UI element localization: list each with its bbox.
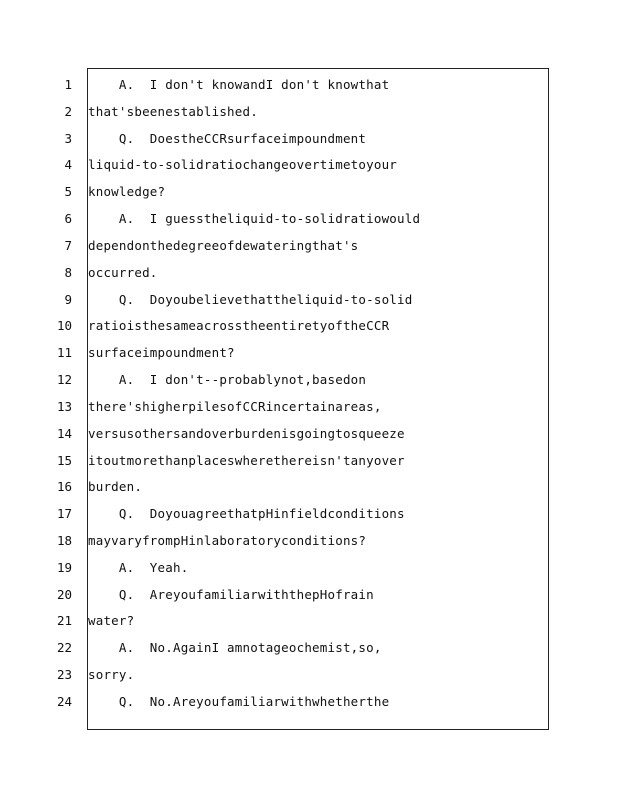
line-text: Q. No.Areyoufamiliarwithwhetherthe: [88, 694, 390, 709]
transcript-line: [0, 638, 618, 658]
line-number: 10: [56, 318, 72, 333]
line-text: A. I don't--probablynot,basedon: [88, 372, 367, 387]
transcript-line: [0, 665, 618, 685]
line-text: water?: [88, 613, 135, 628]
transcript-line: [0, 692, 618, 712]
line-number: 13: [56, 399, 72, 414]
transcript-line: [0, 611, 618, 631]
line-text: A. No.AgainI amnotageochemist,so,: [88, 640, 382, 655]
line-text: Q. AreyoufamiliarwiththepHofrain: [88, 587, 374, 602]
line-number: 17: [56, 506, 72, 521]
line-number: 5: [64, 184, 72, 199]
line-text: versusothersandoverburdenisgoingtosqueeze: [88, 426, 405, 441]
line-number: 16: [56, 479, 72, 494]
transcript-line: [0, 397, 618, 417]
line-text: itoutmorethanplaceswherethereisn'tanyover: [88, 453, 405, 468]
transcript-line: [0, 451, 618, 471]
transcript-line: [0, 424, 618, 444]
transcript-line: [0, 263, 618, 283]
line-text: burden.: [88, 479, 143, 494]
transcript-line: [0, 370, 618, 390]
transcript-line: [0, 155, 618, 175]
line-number: 9: [64, 292, 72, 307]
line-text: occurred.: [88, 265, 158, 280]
line-number: 12: [56, 372, 72, 387]
line-text: surfaceimpoundment?: [88, 345, 235, 360]
line-text: dependonthedegreeofdewateringthat's: [88, 238, 359, 253]
line-number: 6: [64, 211, 72, 226]
transcript-line: [0, 290, 618, 310]
transcript-line: [0, 102, 618, 122]
line-number: 18: [56, 533, 72, 548]
line-number: 4: [64, 157, 72, 172]
line-text: sorry.: [88, 667, 135, 682]
transcript-line: [0, 129, 618, 149]
line-number: 8: [64, 265, 72, 280]
transcript-line: [0, 477, 618, 497]
line-number: 22: [56, 640, 72, 655]
line-text: A. I guesstheliquid-to-solidratiowould: [88, 211, 421, 226]
transcript-line: [0, 585, 618, 605]
transcript-line: [0, 75, 618, 95]
line-text: Q. DoestheCCRsurfaceimpoundment: [88, 131, 367, 146]
transcript-line: [0, 316, 618, 336]
line-text: there'shigherpilesofCCRincertainareas,: [88, 399, 382, 414]
transcript-line: [0, 504, 618, 524]
transcript-line: [0, 343, 618, 363]
line-text: A. I don't knowandI don't knowthat: [88, 77, 390, 92]
line-number: 14: [56, 426, 72, 441]
line-number: 24: [56, 694, 72, 709]
line-number: 20: [56, 587, 72, 602]
line-number: 1: [64, 77, 72, 92]
transcript-line: [0, 236, 618, 256]
line-number: 19: [56, 560, 72, 575]
transcript-line: [0, 531, 618, 551]
line-text: liquid-to-solidratiochangeovertimetoyour: [88, 157, 398, 172]
line-text: A. Yeah.: [88, 560, 189, 575]
transcript-line: [0, 182, 618, 202]
line-text: that'sbeenestablished.: [88, 104, 258, 119]
line-text: Q. DoyouagreethatpHinfieldconditions: [88, 506, 405, 521]
line-number: 21: [56, 613, 72, 628]
line-number: 15: [56, 453, 72, 468]
line-text: ratioisthesameacrosstheentiretyoftheCCR: [88, 318, 390, 333]
line-number: 2: [64, 104, 72, 119]
line-number: 23: [56, 667, 72, 682]
line-number: 7: [64, 238, 72, 253]
line-number: 3: [64, 131, 72, 146]
line-text: knowledge?: [88, 184, 166, 199]
transcript-line: [0, 558, 618, 578]
transcript-line: [0, 209, 618, 229]
line-text: Q. Doyoubelievethattheliquid-to-solid: [88, 292, 413, 307]
line-text: mayvaryfrompHinlaboratoryconditions?: [88, 533, 367, 548]
line-number: 11: [56, 345, 72, 360]
